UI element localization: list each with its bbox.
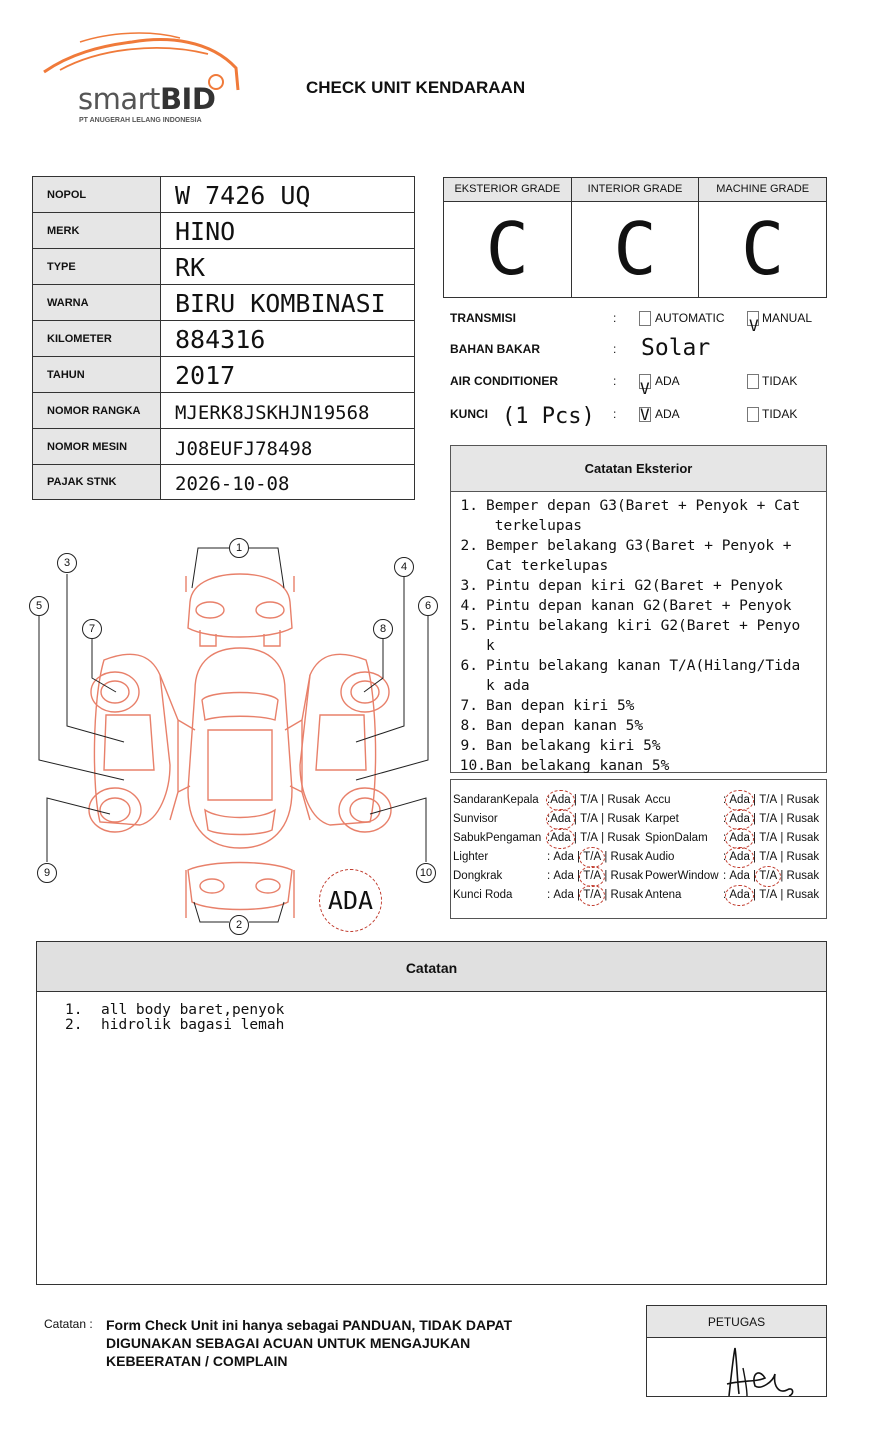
accessory-options xyxy=(723,791,819,810)
automatic-checkbox[interactable] xyxy=(639,311,651,326)
accessory-name: Lighter xyxy=(453,851,489,863)
value-type: RK xyxy=(175,253,206,282)
option-separator: | xyxy=(601,870,611,882)
ac-ada-option: ADA xyxy=(655,374,680,388)
accessory-colon: : xyxy=(547,889,554,901)
accessory-option[interactable]: Rusak xyxy=(786,813,820,825)
automatic-option: AUTOMATIC xyxy=(655,311,725,325)
list-item: 1. Bemper depan G3(Baret + Penyok + Cat terkelupas xyxy=(460,498,801,534)
general-notes-panel xyxy=(36,941,827,1285)
list-item: 3. Pintu depan kiri G2(Baret + Penyok xyxy=(460,578,783,594)
callout-5: 5 xyxy=(29,596,49,616)
list-item: 9. Ban belakang kiri 5% xyxy=(460,738,661,754)
value-tahun: 2017 xyxy=(175,361,236,390)
transmisi-label: TRANSMISI xyxy=(450,311,516,325)
callout-1: 1 xyxy=(229,538,249,558)
general-notes-title: Catatan xyxy=(37,942,826,992)
value-pajak-stnk: 2026-10-08 xyxy=(175,473,290,495)
manual-option: MANUAL xyxy=(762,311,813,325)
accessory-option[interactable]: Rusak xyxy=(786,870,820,882)
kunci-tidak-checkbox[interactable] xyxy=(747,407,759,422)
vehicle-identity-table xyxy=(32,176,415,500)
accessory-option[interactable]: Rusak xyxy=(607,832,640,844)
grade-exterior-value: C xyxy=(485,207,530,291)
accessory-option[interactable]: Ada xyxy=(553,870,574,882)
accessory-options xyxy=(547,886,643,905)
callout-2: 2 xyxy=(229,915,249,935)
ac-tidak-option: TIDAK xyxy=(762,374,798,388)
footer-label: Catatan : xyxy=(44,1317,93,1331)
accessory-options xyxy=(723,810,819,829)
option-separator: | xyxy=(777,851,787,863)
signature-icon xyxy=(647,1338,828,1396)
accessory-colon: : xyxy=(547,851,554,863)
petugas-box xyxy=(646,1305,827,1397)
accessory-option[interactable]: Rusak xyxy=(610,889,644,901)
grade-interior-label: INTERIOR GRADE xyxy=(572,178,699,202)
value-kilometer: 884316 xyxy=(175,325,266,354)
list-item: 2. Bemper belakang G3(Baret + Penyok + Cat terkelupas xyxy=(460,538,792,574)
row-nopol xyxy=(33,177,414,213)
option-separator: | xyxy=(573,851,584,863)
exterior-notes-title: Catatan Eksterior xyxy=(451,446,826,492)
document-title: CHECK UNIT KENDARAAN xyxy=(306,78,526,97)
petugas-label: PETUGAS xyxy=(647,1306,826,1338)
accessory-name: Audio xyxy=(645,851,675,863)
label-tahun: TAHUN xyxy=(33,357,161,392)
accessory-option[interactable]: Ada xyxy=(553,889,574,901)
option-separator: | xyxy=(777,832,787,844)
spare-tire-status: ADA xyxy=(319,869,382,932)
car-damage-diagram xyxy=(20,530,450,940)
option-separator: | xyxy=(570,832,581,844)
accessory-colon: : xyxy=(723,870,730,882)
car-outline xyxy=(89,574,391,918)
accessory-option[interactable]: T/A xyxy=(759,794,778,806)
accessory-option[interactable]: Ada xyxy=(550,810,570,829)
grade-exterior xyxy=(444,178,572,297)
accessory-name: SabukPengaman xyxy=(453,832,542,844)
accessories-panel xyxy=(450,779,827,919)
row-tahun xyxy=(33,357,414,393)
list-item: 6. Pintu belakang kanan T/A(Hilang/Tida k ada xyxy=(460,658,801,694)
grade-machine-label: MACHINE GRADE xyxy=(699,178,826,202)
kunci-label: KUNCI xyxy=(450,407,488,421)
accessory-colon: : xyxy=(547,813,551,825)
accessory-option[interactable]: Ada xyxy=(729,870,750,882)
option-separator: | xyxy=(777,794,787,806)
grade-exterior-label: EKSTERIOR GRADE xyxy=(444,178,571,202)
option-separator: | xyxy=(749,832,760,844)
grade-machine-value: C xyxy=(741,207,785,291)
bahan-bakar-label: BAHAN BAKAR xyxy=(450,342,540,356)
accessory-options xyxy=(723,886,819,905)
option-separator: | xyxy=(749,851,760,863)
accessory-option[interactable]: Rusak xyxy=(786,851,820,863)
accessory-option[interactable]: Rusak xyxy=(607,794,640,806)
kunci-count: (1 Pcs) xyxy=(502,404,595,429)
option-separator: | xyxy=(570,813,581,825)
list-item: 2. hidrolik bagasi lemah xyxy=(65,1017,285,1033)
accessory-name: Antena xyxy=(645,889,682,901)
row-pajak-stnk xyxy=(33,465,414,499)
accessory-options xyxy=(547,791,640,810)
row-warna xyxy=(33,285,414,321)
option-separator: | xyxy=(597,813,608,825)
accessory-option[interactable]: Ada xyxy=(729,886,749,905)
accessory-option[interactable]: T/A xyxy=(759,851,778,863)
accessory-options xyxy=(547,829,640,848)
accessory-option[interactable]: Rusak xyxy=(786,889,820,901)
footer-disclaimer: Form Check Unit ini hanya sebagai PANDUAN, TIDAK DAPAT DIGUNAKAN SEBAGAI ACUAN UNTUK MENGAJUKAN KEBEERATAN / COMPLAIN xyxy=(106,1317,513,1369)
label-warna: WARNA xyxy=(33,285,161,320)
kunci-ada-option: ADA xyxy=(655,407,680,421)
label-type: TYPE xyxy=(33,249,161,284)
kunci-tidak-option: TIDAK xyxy=(762,407,798,421)
option-separator: | xyxy=(597,794,608,806)
accessory-colon: : xyxy=(723,851,730,863)
callout-10: 10 xyxy=(416,863,436,883)
accessory-option[interactable]: Ada xyxy=(729,829,749,848)
option-separator: | xyxy=(749,813,760,825)
accessory-options xyxy=(547,867,643,886)
accessory-option[interactable]: Rusak xyxy=(610,851,644,863)
ac-colon: : xyxy=(613,374,617,388)
accessory-option[interactable]: Ada xyxy=(729,810,749,829)
option-separator: | xyxy=(749,889,760,901)
accessory-option[interactable]: T/A xyxy=(580,794,598,806)
option-separator: | xyxy=(601,889,611,901)
accessory-colon: : xyxy=(547,832,551,844)
callout-lines xyxy=(39,548,428,922)
value-merk: HINO xyxy=(175,217,236,246)
accessory-option[interactable]: Rusak xyxy=(786,832,820,844)
grade-interior-value: C xyxy=(613,207,657,291)
accessory-option[interactable]: T/A xyxy=(759,813,778,825)
option-separator: | xyxy=(573,889,584,901)
row-nomor-mesin xyxy=(33,429,414,465)
logo-wordmark: smartBID xyxy=(78,82,216,116)
accessory-option[interactable]: T/A xyxy=(580,832,598,844)
callout-9: 9 xyxy=(37,863,57,883)
accessory-options xyxy=(723,867,819,886)
option-separator: | xyxy=(777,889,787,901)
row-merk xyxy=(33,213,414,249)
option-separator: | xyxy=(573,870,584,882)
accessory-option[interactable]: Rusak xyxy=(786,794,820,806)
accessory-option[interactable]: Ada xyxy=(729,791,749,810)
row-kilometer xyxy=(33,321,414,357)
ac-label: AIR CONDITIONER xyxy=(450,374,558,388)
bahan-bakar-value: Solar xyxy=(641,335,711,361)
exterior-notes-list xyxy=(451,492,826,776)
option-separator: | xyxy=(749,870,760,882)
callout-6: 6 xyxy=(418,596,438,616)
accessory-option[interactable]: T/A xyxy=(759,889,778,901)
list-item: 5. Pintu belakang kiri G2(Baret + Penyo k xyxy=(460,618,801,654)
general-notes-list xyxy=(37,992,826,1033)
accessory-option[interactable]: Rusak xyxy=(607,813,640,825)
accessory-option[interactable]: T/A xyxy=(583,848,601,867)
label-nomor-mesin: NOMOR MESIN xyxy=(33,429,161,464)
option-separator: | xyxy=(570,794,581,806)
option-separator: | xyxy=(777,870,787,882)
exterior-notes-panel xyxy=(450,445,827,773)
callout-7: 7 xyxy=(82,619,102,639)
accessory-option[interactable]: Ada xyxy=(550,829,570,848)
accessory-option[interactable]: T/A xyxy=(583,867,601,886)
label-merk: MERK xyxy=(33,213,161,248)
label-nopol: NOPOL xyxy=(33,177,161,212)
option-separator: | xyxy=(597,832,608,844)
accessory-colon: : xyxy=(723,832,730,844)
accessory-colon: : xyxy=(723,813,730,825)
accessory-name: Kunci Roda xyxy=(453,889,513,901)
accessory-colon: : xyxy=(547,870,554,882)
option-separator: | xyxy=(777,813,787,825)
accessory-option[interactable]: T/A xyxy=(583,886,601,905)
accessory-option[interactable]: Ada xyxy=(553,851,574,863)
ac-check-mark: V xyxy=(640,379,650,398)
accessory-name: Karpet xyxy=(645,813,679,825)
option-separator: | xyxy=(601,851,611,863)
list-item: 8. Ban depan kanan 5% xyxy=(460,718,644,734)
grades-table xyxy=(443,177,827,298)
option-separator: | xyxy=(749,794,760,806)
grade-interior xyxy=(572,178,700,297)
callout-8: 8 xyxy=(373,619,393,639)
accessory-option[interactable]: Ada xyxy=(550,791,570,810)
label-pajak-stnk: PAJAK STNK xyxy=(33,465,161,499)
smartbid-logo xyxy=(40,28,245,130)
accessory-name: Accu xyxy=(645,794,671,806)
callout-4: 4 xyxy=(394,557,414,577)
list-item: 4. Pintu depan kanan G2(Baret + Penyok xyxy=(460,598,792,614)
accessory-option[interactable]: T/A xyxy=(759,867,777,886)
accessory-colon: : xyxy=(723,794,730,806)
kunci-check-mark: V xyxy=(640,405,650,424)
accessory-name: Sunvisor xyxy=(453,813,498,825)
accessory-options xyxy=(547,848,643,867)
kunci-colon: : xyxy=(613,407,617,421)
manual-check-mark: V xyxy=(749,316,759,335)
grade-machine xyxy=(699,178,826,297)
label-kilometer: KILOMETER xyxy=(33,321,161,356)
accessory-options xyxy=(547,810,640,829)
list-item: 7. Ban depan kiri 5% xyxy=(460,698,635,714)
accessory-colon: : xyxy=(547,794,551,806)
label-nomor-rangka: NOMOR RANGKA xyxy=(33,393,161,428)
accessory-option[interactable]: T/A xyxy=(580,813,598,825)
value-nomor-rangka: MJERK8JSKHJN19568 xyxy=(175,402,370,424)
accessory-option[interactable]: Rusak xyxy=(610,870,644,882)
row-nomor-rangka xyxy=(33,393,414,429)
accessory-colon: : xyxy=(723,889,730,901)
bahan-bakar-colon: : xyxy=(613,342,617,356)
row-type xyxy=(33,249,414,285)
value-nomor-mesin: J08EUFJ78498 xyxy=(175,438,313,460)
callout-3: 3 xyxy=(57,553,77,573)
list-item: 10. Ban belakang kanan 5% xyxy=(459,758,670,774)
accessory-name: PowerWindow xyxy=(645,870,719,882)
value-warna: BIRU KOMBINASI xyxy=(175,289,386,318)
accessory-options xyxy=(723,848,819,867)
accessory-name: SandaranKepala xyxy=(453,794,539,806)
list-item: 1. all body baret,penyok xyxy=(65,1002,285,1018)
company-name: PT ANUGERAH LELANG INDONESIA xyxy=(79,117,202,124)
accessory-options xyxy=(723,829,819,848)
transmisi-colon: : xyxy=(613,311,617,325)
accessory-name: Dongkrak xyxy=(453,870,503,882)
value-nopol: W 7426 UQ xyxy=(175,181,311,210)
ac-tidak-checkbox[interactable] xyxy=(747,374,759,389)
accessory-name: SpionDalam xyxy=(645,832,708,844)
accessory-option[interactable]: Ada xyxy=(729,848,749,867)
accessory-option[interactable]: T/A xyxy=(759,832,778,844)
